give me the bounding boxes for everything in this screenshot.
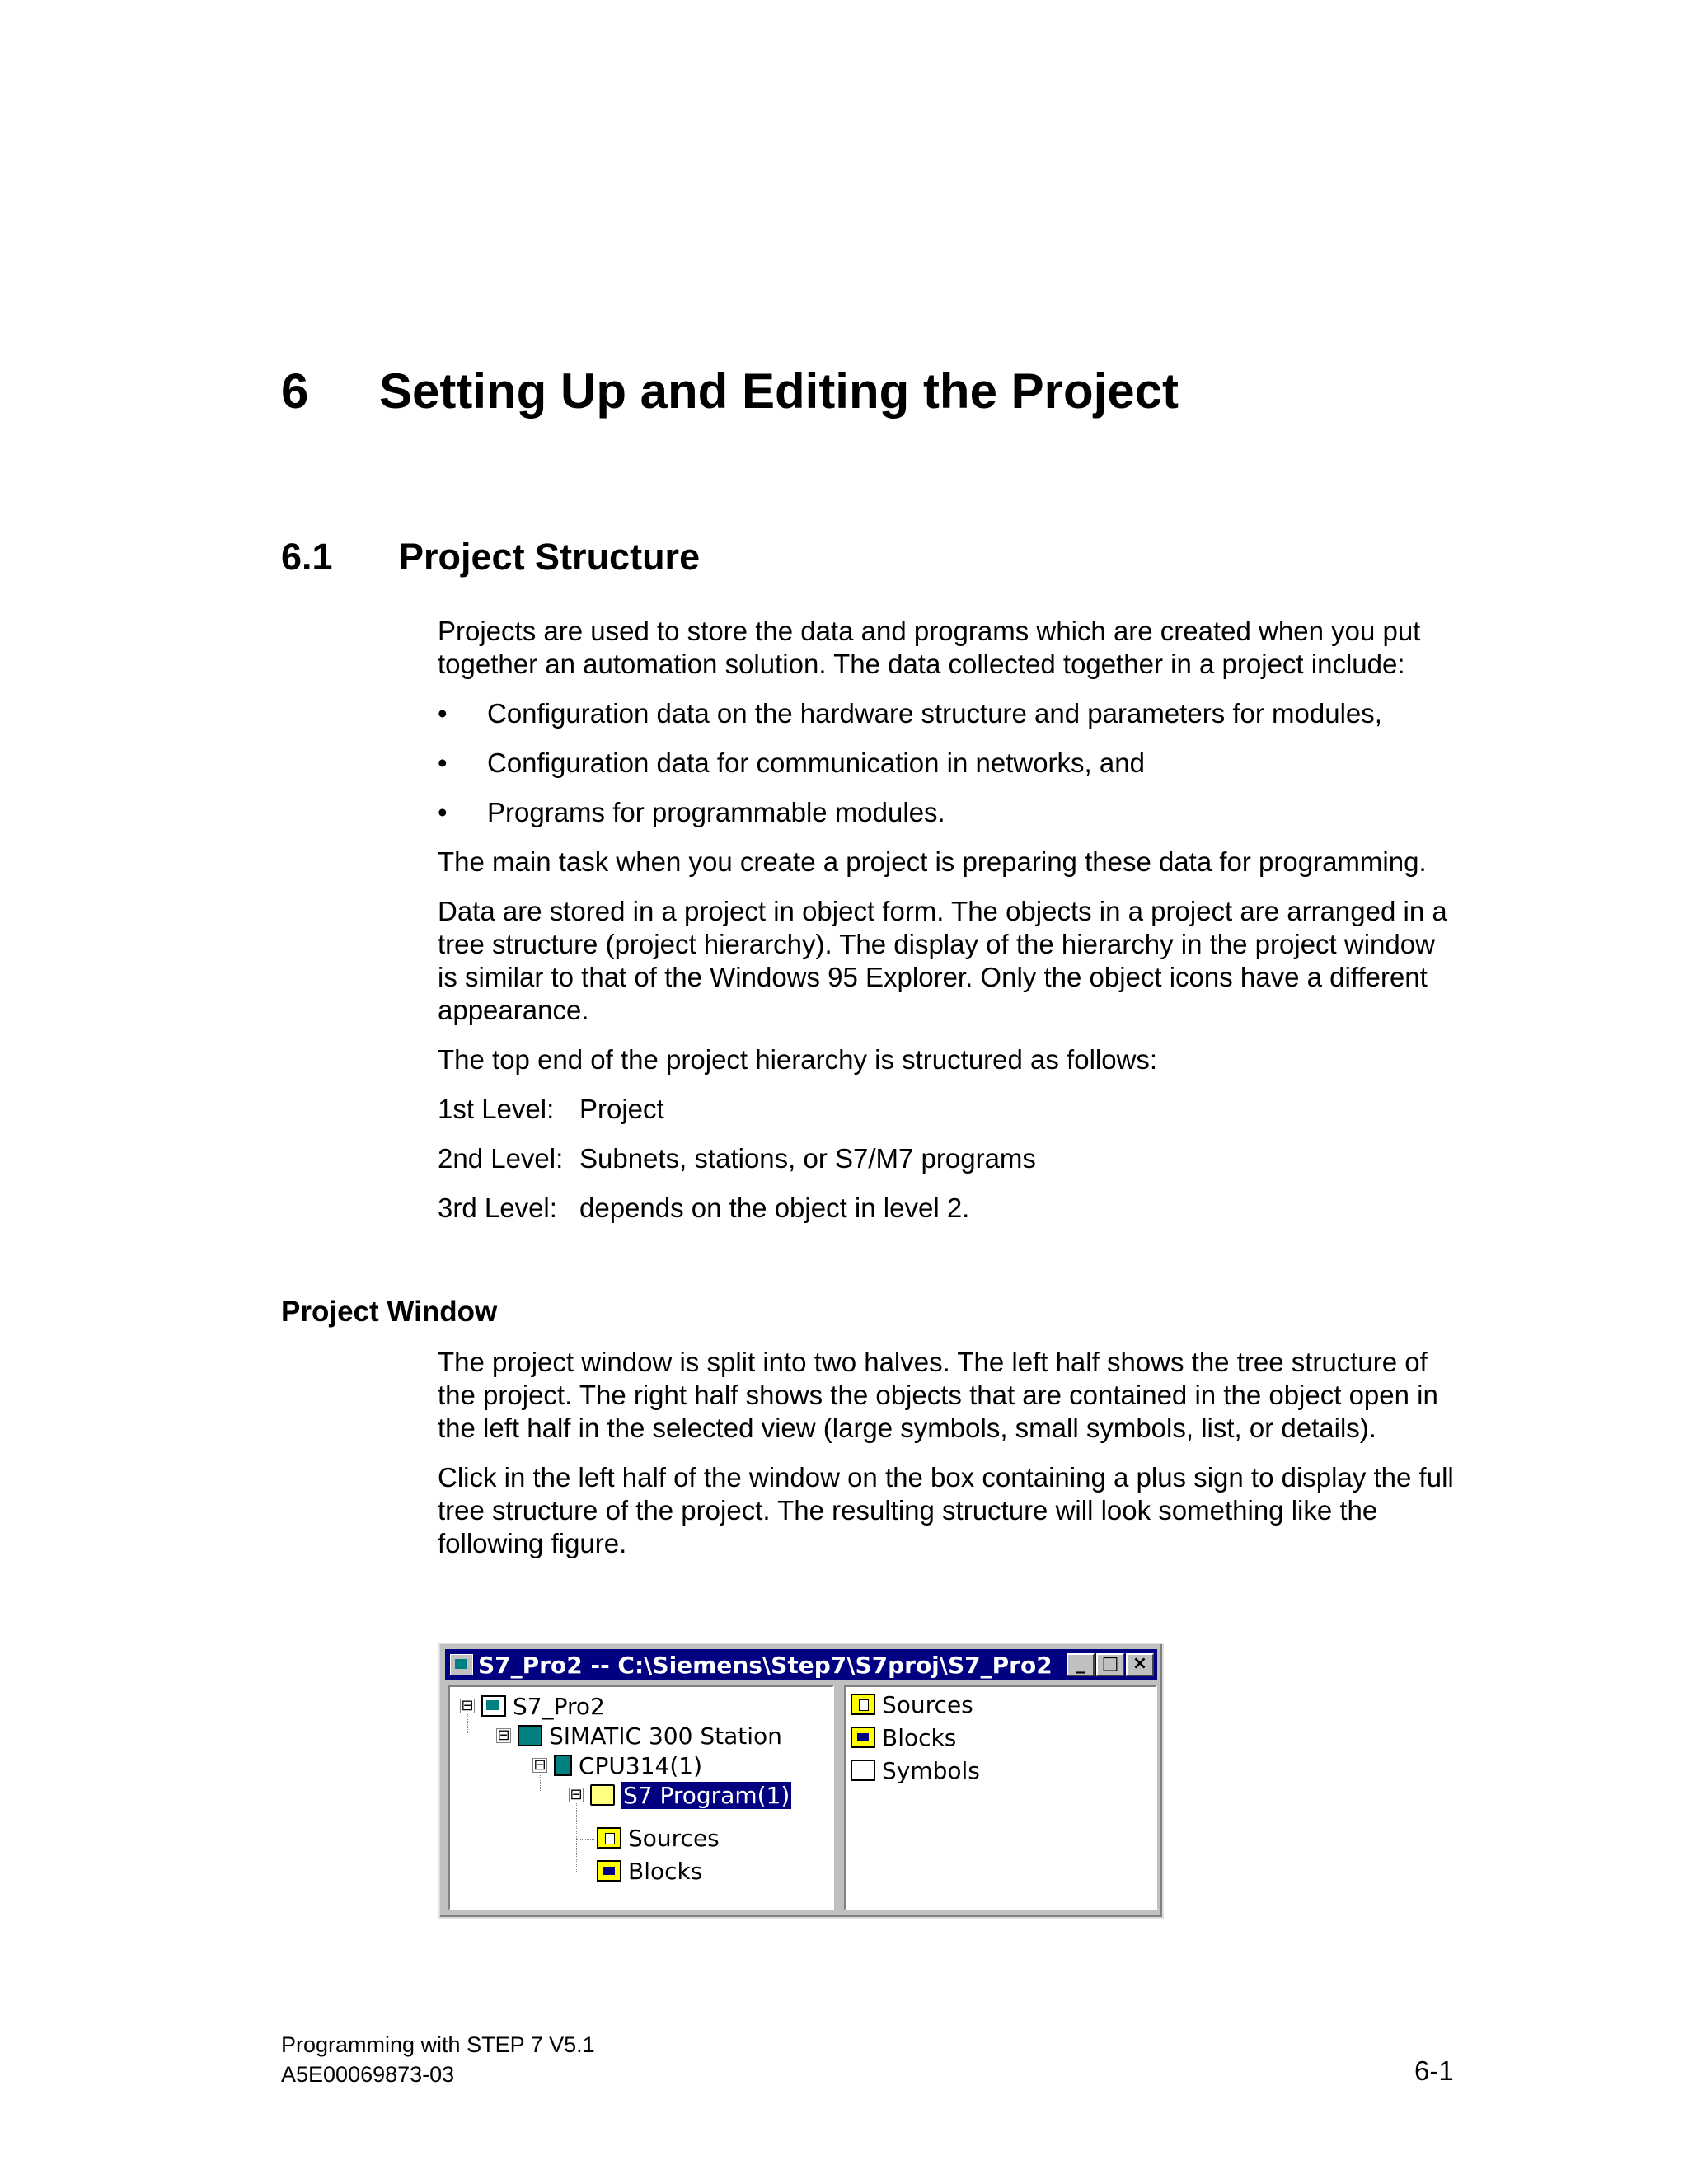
tree-node-label: Sources [628, 1824, 720, 1852]
close-button[interactable]: × [1126, 1653, 1154, 1676]
tree-node-blocks[interactable] [597, 1857, 702, 1885]
section-number: 6.1 [281, 536, 333, 578]
tree-node-project[interactable] [460, 1692, 605, 1720]
list-item-blocks[interactable] [851, 1723, 956, 1751]
collapse-box-icon[interactable]: ⊟ [497, 1727, 510, 1744]
click-paragraph: Click in the left half of the window on the box containing a plus sign to display the full tree structure of the project. The resulting structure will look something like the following figure. [438, 1462, 1454, 1558]
body-section-2 [438, 1346, 1460, 1577]
maximize-button[interactable]: □ [1096, 1653, 1124, 1676]
section-title: Project Structure [399, 536, 701, 578]
list-item-symbols[interactable] [851, 1756, 980, 1784]
project-window [438, 1643, 1164, 1919]
level-value: depends on the object in level 2. [579, 1193, 970, 1223]
level-row [438, 1142, 1460, 1175]
page-number: 6-1 [1414, 2055, 1454, 2086]
level-label: 1st Level: [438, 1094, 555, 1124]
intro-paragraph: Projects are used to store the data and programs which are created when you put together an automation solution. The data collected together in a project include: [438, 616, 1421, 679]
collapse-box-icon[interactable]: ⊟ [533, 1756, 546, 1774]
tree-connector [576, 1839, 594, 1840]
tree-node-label: Blocks [628, 1857, 703, 1885]
level-value: Subnets, stations, or S7/M7 programs [579, 1143, 1036, 1174]
level-label: 3rd Level: [438, 1193, 557, 1223]
station-icon [518, 1725, 542, 1746]
sources-folder-icon [851, 1694, 875, 1715]
collapse-box-icon[interactable]: ⊟ [570, 1786, 583, 1803]
window-title: S7_Pro2 -- C:\Siemens\Step7\S7proj\S7_Pro2 [478, 1651, 1053, 1679]
sources-folder-icon [597, 1827, 621, 1849]
top-end-paragraph: The top end of the project hierarchy is structured as follows: [438, 1044, 1158, 1075]
main-task-paragraph: The main task when you create a project is preparing these data for programming. [438, 846, 1427, 877]
minimize-button[interactable]: _ [1067, 1653, 1095, 1676]
level-row [438, 1093, 1460, 1126]
blocks-folder-icon [597, 1860, 621, 1882]
blocks-folder-icon [851, 1727, 875, 1748]
contents-pane[interactable] [844, 1685, 1157, 1910]
bullet-dot: • [438, 698, 448, 729]
tree-node-label: S7_Pro2 [513, 1692, 605, 1720]
tree-node-label: CPU314(1) [579, 1751, 703, 1779]
window-titlebar[interactable] [445, 1649, 1157, 1680]
level-value: Project [579, 1094, 664, 1124]
chapter-number: 6 [281, 363, 309, 419]
bullet-item: • Configuration data for communication in networks, and [438, 748, 1145, 778]
tree-node-label: SIMATIC 300 Station [549, 1722, 782, 1750]
bullet-dot: • [438, 797, 448, 827]
project-window-icon [450, 1654, 473, 1675]
symbols-icon [851, 1760, 875, 1781]
chapter-title: Setting Up and Editing the Project [379, 363, 1179, 419]
level-label: 2nd Level: [438, 1143, 564, 1174]
tree-node-station[interactable] [496, 1722, 782, 1750]
body-section-1 [438, 615, 1460, 1241]
collapse-box-icon[interactable]: ⊟ [461, 1697, 474, 1714]
list-item-label: Blocks [882, 1723, 957, 1751]
tree-node-cpu[interactable] [532, 1751, 702, 1779]
cpu-icon [554, 1755, 572, 1776]
project-icon [481, 1695, 506, 1717]
data-stored-paragraph: Data are stored in a project in object form. The objects in a project are arranged in a tree structure (project hierarchy). The display of the hierarchy in the project window is similar to that of the Windows 95 Explorer. Only the object icons have a different appearance. [438, 896, 1447, 1025]
tree-pane[interactable] [448, 1685, 834, 1910]
bullet-item: • Configuration data on the hardware structure and parameters for modules, [438, 698, 1382, 729]
footer-document-number: A5E00069873-03 [281, 2062, 455, 2087]
list-item-label: Symbols [882, 1756, 980, 1784]
window-controls [1067, 1653, 1154, 1676]
tree-node-sources[interactable] [597, 1824, 720, 1852]
list-item-label: Sources [882, 1690, 973, 1718]
project-window-heading: Project Window [281, 1296, 498, 1328]
level-row [438, 1192, 1460, 1225]
bullet-dot: • [438, 748, 448, 778]
program-icon [590, 1784, 615, 1806]
list-item-sources[interactable] [851, 1690, 973, 1718]
bullet-item: • Programs for programmable modules. [438, 797, 945, 827]
tree-node-program[interactable] [569, 1781, 791, 1809]
window-split-paragraph: The project window is split into two halves. The left half shows the tree structure of the project. The right half shows the objects that are contained in the object open in the left half in the selected view (large symbols, small symbols, list, or details). [438, 1347, 1438, 1443]
bullet-list [438, 697, 1460, 829]
tree-node-label-selected: S7 Program(1) [623, 1781, 790, 1809]
footer-manual-title: Programming with STEP 7 V5.1 [281, 2032, 595, 2057]
